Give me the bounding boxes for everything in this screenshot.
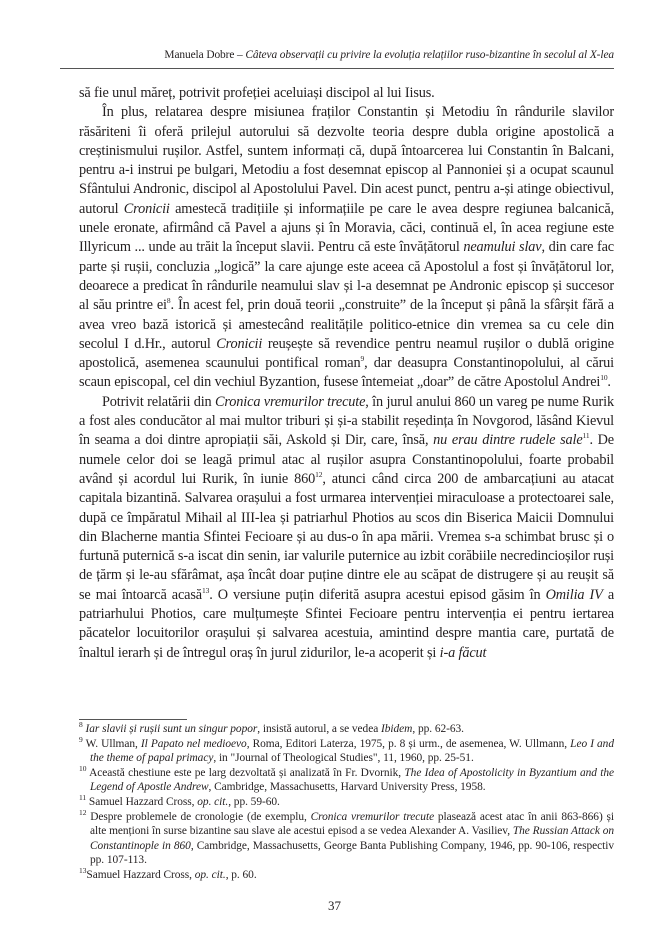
- italic-run: Cronica vremurilor trecute: [310, 810, 435, 823]
- footnote-8: [79, 722, 614, 737]
- text-run: , Roma, Editori Laterza, 1975, p. 8 și urm., de asemenea, W. Ullmann,: [246, 737, 571, 750]
- footnote-number: 9: [79, 734, 83, 744]
- footnote-12: [79, 807, 614, 868]
- footnote-number: 11: [79, 793, 87, 803]
- text-run: . În acest fel, prin două teorii „construite” de la început și până la sfârșit fără a avea vreo bază istorică și amestecând realitățile politico-etnice din vremea sa cu cele din secolul I d.Hr., autorul: [79, 297, 614, 352]
- text-run: Potrivit relatării din: [102, 393, 216, 410]
- italic-run: Cronicii: [216, 335, 263, 352]
- text-run: , in "Journal of Theological Studies", 11, 1960, pp. 25-51.: [213, 752, 474, 765]
- text-run: , Cambridge, Massachusetts, George Banta Publishing Company, 1946, pp. 90-106, respectiv pp. 107-113.: [90, 839, 614, 867]
- text-run: plasează acest atac în anii 863-866) și alte menționi în surse bizantine sau slave ale acestui episod a se vedea Alexander A. Vasiliev,: [90, 810, 614, 838]
- italic-run: Leo I and the theme of papal primacy: [90, 737, 614, 765]
- italic-run: The Idea of Apostolicity in Byzantium and the Legend of Apostle Andrew: [90, 766, 614, 794]
- text-run: W. Ullman,: [82, 737, 141, 750]
- header-rule: [60, 68, 614, 69]
- footnote-number: 12: [79, 807, 87, 817]
- text-run: , pp. 59-60.: [228, 795, 280, 808]
- paragraph-2: [79, 103, 614, 392]
- text-run: , atunci când circa 200 de ambarcațiuni au atacat capitala bizantină. Salvarea orașului a fost urmarea intervenției miraculoase a protectoarei sale, după ce împăratul Mihail al III-lea și patriarhul Photios au scos din Biserica Maicii Domnului din Blacherne mantia Sfintei Fecioare și au dus-o în apa mării. Vremea s-a schimbat brusc și o furtună puternică s-a iscat din senin, iar valurile puternice au izbit corăbiile necredincioșilor ruși de țărm și le-au sfărâmat, așa încât doar puține dintre ele au scăpat de distrugere și au reușit să se mai întoarcă acasă: [79, 470, 614, 603]
- text-run: , în jurul anului 860 un vareg pe nume Rurik a fost ales conducător al mai multor triburi și și-a stabilit reședința în Novgorod, lăsând Kievul în seama a doi dintre apropiații săi, Askold și Dir, care, însă,: [79, 393, 614, 449]
- text-run: , dar deasupra Constantinopolului, al cărui scaun episcopal, cel din vechiul Byzantion, fusese întemeiat „doar” de către Apostolul Andrei: [79, 355, 615, 391]
- italic-run: nu erau dintre rudele sale: [433, 432, 583, 449]
- footnote-number: 10: [79, 763, 87, 773]
- text-run: Această chestiune este pe larg dezvoltată și analizată în Fr. Dvornik,: [86, 766, 405, 779]
- italic-run: i-a făcut: [439, 644, 487, 661]
- text-run: , pp. 62-63.: [412, 723, 464, 735]
- text-run: , Cambridge, Massachusetts, Harvard University Press, 1958.: [208, 781, 486, 794]
- header-title: Câteva observații cu privire la evoluția relațiilor ruso-bizantine în secolul al X-lea: [245, 49, 614, 61]
- footnotes: [79, 722, 614, 883]
- text-run: Despre problemele de cronologie (de exemplu,: [86, 810, 311, 823]
- text-run: Samuel Hazzard Cross,: [86, 795, 198, 808]
- footnote-ref: 8: [166, 296, 171, 306]
- footnote-13: [79, 868, 614, 883]
- footnote-10: [79, 763, 614, 795]
- footnote-ref: 9: [360, 354, 365, 364]
- footnote-9: [79, 734, 614, 766]
- footnote-ref: 13: [201, 585, 210, 595]
- text-run: .: [607, 374, 611, 391]
- text-run: , p. 60.: [225, 868, 257, 881]
- footnote-ref: 10: [600, 373, 608, 383]
- text-run: . De numele celor doi se leagă primul atac al rușilor asupra Constantinopolului, foarte probabil având și acordul lui Rurik, în iunie 860: [79, 432, 614, 487]
- italic-run: op. cit.: [197, 795, 229, 808]
- body-text: [79, 84, 614, 663]
- text-run: Samuel Hazzard Cross,: [86, 868, 195, 881]
- paragraph-1: să fie unul măreț, potrivit profeției aceluiași discipol al lui Iisus.: [79, 85, 435, 101]
- footnote-ref: 12: [315, 470, 323, 480]
- text-run: În plus, relatarea despre misiunea fraților Constantin și Metodiu în rândurile slavilor răsăriteni îi oferă prilejul autorului să dezvolte teoria despre dubla origine apostolică a creștinismului rușilor. Astfel, suntem informați că, după întoarcerea lui Constantin în Balcani, pentru a-i instrui pe bulgari, Metodiu a fost desemnat episcop al Pannoniei și a ocupat scaunul Sfântului Andronic, discipol al Apostolului Pavel. Din acest punct, pentru a-și atinge obiectivul, autorul: [79, 104, 614, 217]
- italic-run: Cronica vremurilor trecute: [215, 393, 366, 410]
- paragraph-3: [79, 393, 614, 663]
- header-author: Manuela Dobre: [164, 49, 235, 61]
- text-run: . O versiune puțin diferită asupra acestui episod găsim în: [209, 586, 546, 603]
- footnote-ref: 11: [582, 431, 590, 441]
- header-separator: –: [234, 49, 246, 61]
- footnote-number: 8: [79, 720, 83, 730]
- footnote-11: [79, 795, 614, 810]
- page-number: 37: [328, 898, 341, 913]
- italic-run: Omilia IV: [545, 586, 603, 603]
- text-run: a patriarhului Photios, care mulțumește Sfintei Fecioare pentru intervenția ei pentru iertarea păcatelor locuitorilor orașului și salvarea acestuia, amintind despre mantia care, purtată de înaltul ierarh și de întregul oraș în jurul zidurilor, le-a acoperit și: [79, 586, 615, 661]
- footnote-separator: [79, 719, 187, 720]
- italic-run: neamului slav: [463, 239, 542, 256]
- italic-run: Cronicii: [123, 200, 170, 217]
- italic-run: Il Papato nel medioevo: [140, 737, 247, 750]
- running-header: [60, 48, 614, 62]
- text-run: , din care fac parte și rușii, concluzia „logică” la care ajunge este aceea că Apostolul a fost și învățătorul lor, deoarece a predicat în rândurile neamului slav și l-a desemnat pe Andronic episcop și succesor al său printre ei: [79, 239, 614, 314]
- italic-run: Iar slavii și rușii sunt un singur popor: [85, 723, 258, 735]
- footnote-number: 13: [79, 866, 87, 876]
- text-run: reușește să revendice pentru neamul rușilor o dublă origine apostolică, asemenea scaunului pontifical roman: [79, 335, 615, 372]
- italic-run: Ibidem: [381, 723, 413, 735]
- text-run: , insistă autorul, a se vedea: [257, 723, 382, 735]
- italic-run: The Russian Attack on Constantinople in 860: [90, 825, 614, 852]
- text-run: amestecă tradițiile și informațiile pe care le avea despre regiunea balcanică, unele eronate, afirmând că Pavel a ajuns și în Moravia, căci, continuă el, în acea regiune este Illyricum ... unde au trăit la început slavii. Pentru că este învățătorul: [79, 200, 614, 256]
- italic-run: op. cit.: [194, 868, 226, 881]
